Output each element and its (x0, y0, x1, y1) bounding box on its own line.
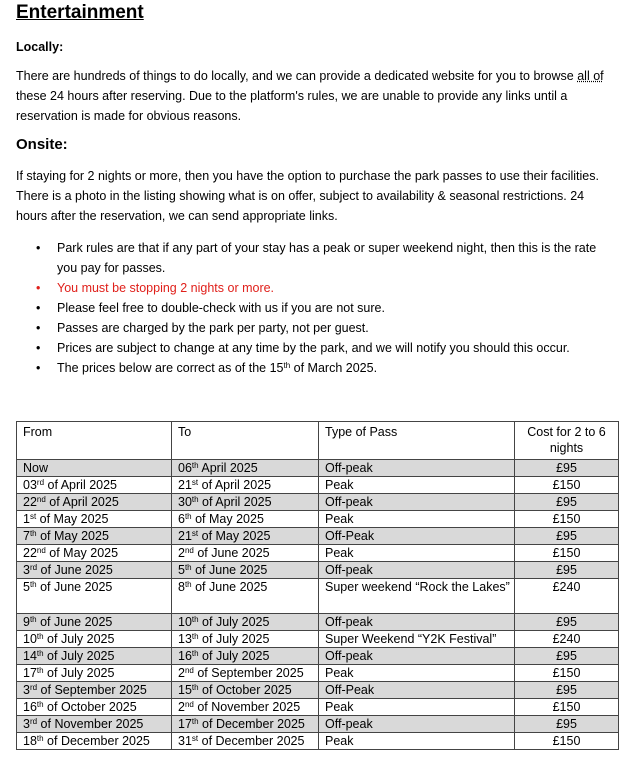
to-day: 21 (178, 529, 192, 543)
cell-cost: £150 (515, 665, 619, 682)
from-month-year: of June 2025 (37, 563, 113, 577)
cell-to (172, 579, 319, 614)
to-day: 2 (178, 666, 185, 680)
to-day: 8 (178, 580, 185, 594)
column-header-to: To (172, 422, 319, 460)
cell-to (172, 562, 319, 579)
ordinal-suffix: th (29, 580, 37, 589)
cell-to (172, 733, 319, 750)
bullet-item: • Please feel free to double-check with us if you are not sure. (16, 298, 616, 318)
price-table (16, 421, 619, 750)
ordinal-suffix: rd (36, 478, 45, 487)
to-day: 17 (178, 717, 192, 731)
ordinal-suffix: st (29, 512, 37, 521)
ordinal-suffix: th (184, 512, 192, 521)
ordinal-suffix: th (283, 361, 291, 370)
from-day: 3 (23, 717, 30, 731)
cell-cost: £95 (515, 562, 619, 579)
from-day: 3 (23, 683, 30, 697)
ordinal-suffix: rd (29, 717, 38, 726)
table-row (17, 665, 619, 682)
locally-paragraph (16, 66, 616, 126)
cell-to (172, 716, 319, 733)
cell-from (17, 460, 172, 477)
ordinal-suffix: th (36, 666, 44, 675)
to-day: 5 (178, 563, 185, 577)
bullet-item: • Prices are subject to change at any time by the park, and we will notify you should this occur. (16, 338, 616, 358)
cell-cost: £240 (515, 631, 619, 648)
cell-pass-type: Off-Peak (319, 528, 515, 545)
table-row (17, 545, 619, 562)
cell-pass-type: Super Weekend “Y2K Festival” (319, 631, 515, 648)
cell-to (172, 631, 319, 648)
table-row (17, 477, 619, 494)
cell-from (17, 477, 172, 494)
cell-cost: £150 (515, 699, 619, 716)
onsite-paragraph: If staying for 2 nights or more, then you have the option to purchase the park passes to use their facilities. There is a photo in the listing showing what is on offer, subject to availability & seasonal restrictions. 24 hours after the reservation, we can send appropriate links. (16, 169, 599, 223)
to-month-year: of July 2025 (198, 632, 270, 646)
cell-from (17, 648, 172, 665)
ordinal-suffix: th (29, 529, 37, 538)
price-table-body (17, 460, 619, 750)
cell-pass-type: Peak (319, 511, 515, 528)
table-row (17, 562, 619, 579)
ordinal-suffix: th (191, 615, 199, 624)
cell-pass-type: Off-peak (319, 614, 515, 631)
cell-from (17, 528, 172, 545)
from-month-year: of December 2025 (43, 734, 150, 748)
ordinal-suffix: rd (29, 563, 38, 572)
to-day: 30 (178, 495, 192, 509)
cell-cost: £150 (515, 477, 619, 494)
column-header-type: Type of Pass (319, 422, 515, 460)
cell-cost: £95 (515, 528, 619, 545)
ordinal-suffix: nd (184, 546, 194, 555)
to-month-year: of October 2025 (198, 683, 292, 697)
cell-cost: £150 (515, 733, 619, 750)
ordinal-suffix: th (191, 461, 199, 470)
cell-from (17, 511, 172, 528)
cell-from (17, 545, 172, 562)
ordinal-suffix: nd (184, 700, 194, 709)
from-month-year: of July 2025 (43, 666, 115, 680)
table-row (17, 682, 619, 699)
cell-pass-type: Peak (319, 733, 515, 750)
ordinal-suffix: nd (184, 666, 194, 675)
ordinal-suffix: th (191, 717, 199, 726)
cell-from (17, 494, 172, 511)
cell-to (172, 665, 319, 682)
from-day: 5 (23, 580, 30, 594)
cell-from (17, 579, 172, 614)
column-header-cost: Cost for 2 to 6 nights (515, 422, 619, 460)
from-month-year: of April 2025 (45, 495, 119, 509)
ordinal-suffix: th (191, 649, 199, 658)
column-header-from: From (17, 422, 172, 460)
bullet-item (16, 358, 616, 378)
cell-pass-type: Off-peak (319, 460, 515, 477)
cell-from (17, 631, 172, 648)
cell-to (172, 460, 319, 477)
table-row (17, 631, 619, 648)
cell-pass-type: Super weekend “Rock the Lakes” (319, 579, 515, 614)
bullet-text-start: The prices below are correct as of the 15 (57, 361, 284, 375)
table-row (17, 494, 619, 511)
ordinal-suffix: th (36, 734, 44, 743)
from-day: 17 (23, 666, 37, 680)
from-month-year: of July 2025 (43, 649, 115, 663)
cell-from (17, 614, 172, 631)
cell-cost: £95 (515, 648, 619, 665)
page-title: Entertainment (16, 2, 144, 23)
cell-to (172, 614, 319, 631)
table-row (17, 733, 619, 750)
from-month-year: of June 2025 (36, 580, 113, 594)
to-month-year: of June 2025 (191, 580, 268, 594)
to-day: 16 (178, 649, 192, 663)
from-day: 7 (23, 529, 30, 543)
ordinal-suffix: th (36, 700, 44, 709)
from-month-year: of May 2025 (36, 512, 109, 526)
from-month-year: of September 2025 (37, 683, 147, 697)
to-month-year: of April 2025 (198, 478, 272, 492)
cell-to (172, 494, 319, 511)
table-row (17, 614, 619, 631)
ordinal-suffix: th (191, 632, 199, 641)
from-month-year: of July 2025 (43, 632, 115, 646)
cell-to (172, 511, 319, 528)
from-day: 3 (23, 563, 30, 577)
bullet-item: • Passes are charged by the park per party, not per guest. (16, 318, 616, 338)
ordinal-suffix: th (184, 563, 192, 572)
ordinal-suffix: th (36, 632, 44, 641)
cell-from (17, 665, 172, 682)
ordinal-suffix: th (184, 580, 192, 589)
cell-cost: £95 (515, 614, 619, 631)
cell-from (17, 562, 172, 579)
to-month-year: of July 2025 (198, 615, 270, 629)
from-day: 22 (23, 495, 37, 509)
from-month-year: of November 2025 (37, 717, 144, 731)
to-day: 2 (178, 546, 185, 560)
cell-pass-type: Peak (319, 665, 515, 682)
table-row (17, 528, 619, 545)
locally-heading: Locally: (16, 40, 64, 54)
table-row (17, 579, 619, 614)
ordinal-suffix: rd (29, 683, 38, 692)
cell-cost: £240 (515, 579, 619, 614)
from-day: 1 (23, 512, 30, 526)
locally-dotted-text: all of (577, 69, 604, 83)
table-row (17, 511, 619, 528)
ordinal-suffix: th (36, 649, 44, 658)
cell-pass-type: Off-peak (319, 494, 515, 511)
from-day: 03 (23, 478, 37, 492)
to-day: 6 (178, 512, 185, 526)
table-row (17, 460, 619, 477)
ordinal-suffix: st (191, 478, 199, 487)
to-month-year: of May 2025 (191, 512, 264, 526)
to-month-year: of June 2025 (191, 563, 268, 577)
ordinal-suffix: st (191, 734, 199, 743)
to-day: 13 (178, 632, 192, 646)
to-month-year: of May 2025 (198, 529, 271, 543)
ordinal-suffix: st (191, 529, 199, 538)
locally-text-end: these 24 hours after reserving. Due to the platform's rules, we are unable to provide any links until a reservation is made for obvious reasons. (16, 89, 568, 123)
cell-cost: £95 (515, 682, 619, 699)
table-header-row (17, 422, 619, 460)
ordinal-suffix: th (191, 495, 199, 504)
cell-from (17, 733, 172, 750)
cell-cost: £95 (515, 460, 619, 477)
cell-pass-type: Off-Peak (319, 682, 515, 699)
from-day: 14 (23, 649, 37, 663)
from-month-year: of June 2025 (36, 615, 113, 629)
cell-pass-type: Off-peak (319, 562, 515, 579)
to-day: 21 (178, 478, 192, 492)
to-month-year: of April 2025 (198, 495, 272, 509)
to-month-year: April 2025 (198, 461, 258, 475)
cell-pass-type: Off-peak (319, 648, 515, 665)
from-month-year: of October 2025 (43, 700, 137, 714)
cell-cost: £95 (515, 494, 619, 511)
to-month-year: of July 2025 (198, 649, 270, 663)
locally-text-start: There are hundreds of things to do locally, and we can provide a dedicated website for you to browse (16, 69, 578, 83)
cell-to (172, 682, 319, 699)
to-month-year: of December 2025 (198, 734, 305, 748)
bullet-item: • Park rules are that if any part of your stay has a peak or super weekend night, then this is the rate you pay for passes. (16, 238, 616, 278)
cell-pass-type: Off-peak (319, 716, 515, 733)
to-day: 06 (178, 461, 192, 475)
cell-to (172, 648, 319, 665)
to-day: 10 (178, 615, 192, 629)
from-month-year: of May 2025 (45, 546, 119, 560)
table-row (17, 648, 619, 665)
cell-to (172, 477, 319, 494)
to-day: 2 (178, 700, 185, 714)
bullet-text-end: of March 2025. (290, 361, 378, 375)
cell-from (17, 682, 172, 699)
onsite-heading: Onsite: (16, 136, 68, 153)
cell-from (17, 716, 172, 733)
from-day: 10 (23, 632, 37, 646)
cell-pass-type: Peak (319, 545, 515, 562)
to-day: 15 (178, 683, 192, 697)
to-day: 31 (178, 734, 192, 748)
cell-cost: £95 (515, 716, 619, 733)
from-day: 9 (23, 615, 30, 629)
table-row (17, 699, 619, 716)
to-month-year: of June 2025 (193, 546, 270, 560)
cell-cost: £150 (515, 545, 619, 562)
cell-to (172, 528, 319, 545)
ordinal-suffix: th (29, 615, 37, 624)
cell-from (17, 699, 172, 716)
cell-cost: £150 (515, 511, 619, 528)
to-month-year: of December 2025 (198, 717, 305, 731)
cell-pass-type: Peak (319, 699, 515, 716)
to-month-year: of November 2025 (193, 700, 301, 714)
bullet-list (16, 238, 616, 378)
from-day: 18 (23, 734, 37, 748)
to-month-year: of September 2025 (193, 666, 304, 680)
ordinal-suffix: nd (36, 495, 46, 504)
ordinal-suffix: th (191, 683, 199, 692)
cell-pass-type: Peak (319, 477, 515, 494)
from-month-year: of April 2025 (44, 478, 117, 492)
from-day: 22 (23, 546, 37, 560)
ordinal-suffix: nd (36, 546, 46, 555)
cell-to (172, 545, 319, 562)
from-month-year: of May 2025 (36, 529, 109, 543)
cell-to (172, 699, 319, 716)
from-day: Now (23, 461, 49, 475)
from-day: 16 (23, 700, 37, 714)
bullet-item-warning: • You must be stopping 2 nights or more. (16, 278, 616, 298)
table-row (17, 716, 619, 733)
